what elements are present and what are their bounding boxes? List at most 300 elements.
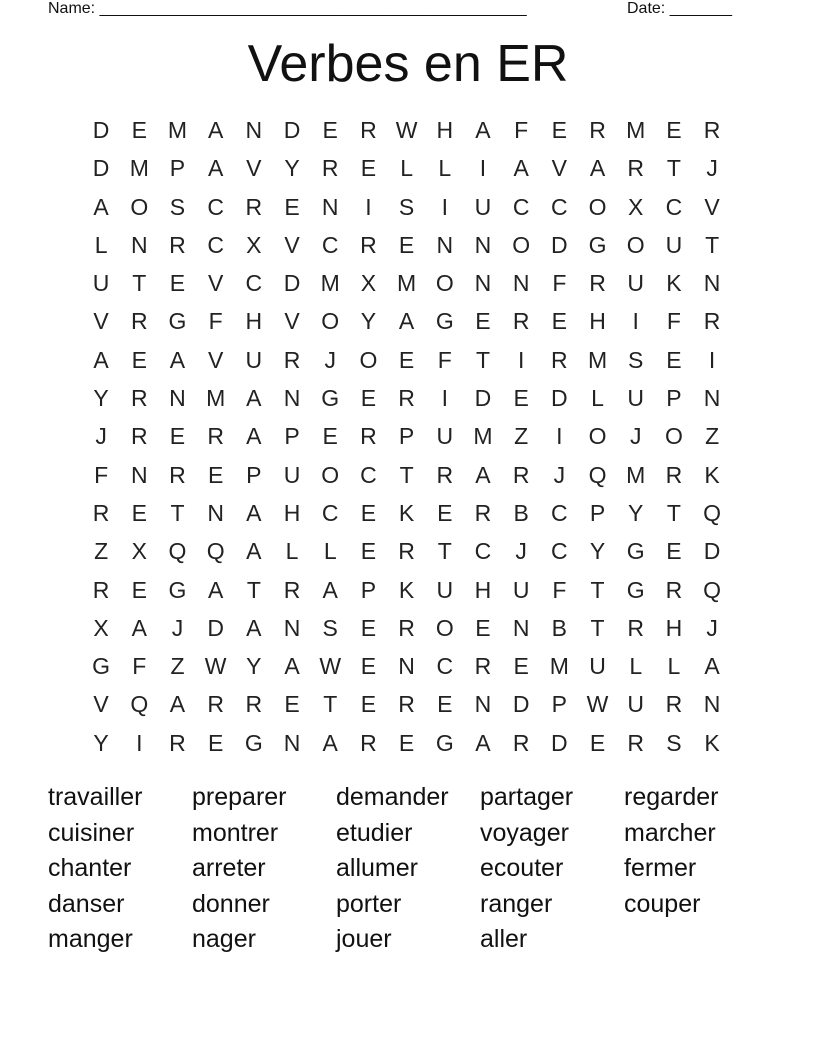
grid-cell[interactable]: O [664, 423, 683, 450]
grid-cell[interactable]: E [131, 499, 147, 526]
grid-cell[interactable]: P [169, 155, 186, 182]
grid-cell[interactable]: E [207, 461, 224, 488]
grid-cell[interactable]: T [475, 346, 490, 373]
grid-cell[interactable]: R [283, 346, 301, 373]
grid-cell[interactable]: S [169, 193, 186, 220]
grid-cell[interactable]: L [629, 653, 643, 680]
grid-cell[interactable]: Y [628, 499, 644, 526]
grid-cell[interactable]: N [169, 385, 186, 412]
grid-cell[interactable]: X [93, 614, 109, 641]
grid-cell[interactable]: S [398, 193, 415, 220]
grid-cell[interactable]: V [704, 193, 720, 220]
grid-cell[interactable]: T [399, 461, 414, 488]
grid-cell[interactable]: L [400, 155, 413, 182]
grid-cell[interactable]: C [207, 193, 224, 220]
grid-cell[interactable]: K [398, 499, 415, 526]
grid-cell[interactable]: A [589, 155, 606, 182]
grid-cell[interactable]: D [207, 614, 224, 641]
grid-cell[interactable]: W [319, 653, 342, 680]
grid-cell[interactable]: Q [703, 576, 722, 603]
grid-cell[interactable]: E [398, 346, 415, 373]
grid-cell[interactable]: U [589, 653, 606, 680]
grid-cell[interactable]: A [246, 499, 262, 526]
grid-cell[interactable]: G [588, 231, 607, 258]
grid-cell[interactable]: E [169, 270, 186, 297]
grid-cell[interactable]: J [553, 461, 566, 488]
grid-cell[interactable]: T [705, 231, 720, 258]
grid-cell[interactable]: E [131, 346, 147, 373]
grid-cell[interactable]: E [475, 308, 491, 335]
grid-cell[interactable]: A [169, 691, 186, 718]
grid-cell[interactable]: M [626, 117, 646, 143]
grid-cell[interactable]: H [474, 576, 492, 603]
grid-cell[interactable]: W [204, 653, 227, 680]
grid-cell[interactable]: R [512, 729, 530, 756]
grid-cell[interactable]: A [207, 155, 224, 182]
grid-cell[interactable]: Y [246, 653, 262, 680]
grid-cell[interactable]: S [666, 729, 682, 756]
grid-cell[interactable]: A [131, 614, 147, 641]
grid-cell[interactable]: R [321, 155, 339, 182]
grid-cell[interactable]: R [436, 461, 454, 488]
grid-cell[interactable]: U [627, 691, 645, 718]
grid-cell[interactable]: E [360, 499, 377, 526]
grid-cell[interactable]: N [703, 270, 721, 297]
grid-cell[interactable]: C [321, 231, 339, 258]
grid-cell[interactable]: A [246, 385, 262, 412]
grid-cell[interactable]: E [475, 614, 491, 641]
grid-cell[interactable]: N [436, 231, 454, 258]
grid-cell[interactable]: A [246, 614, 262, 641]
grid-cell[interactable]: R [703, 308, 721, 335]
grid-cell[interactable]: X [246, 231, 262, 258]
grid-cell[interactable]: Y [589, 538, 606, 565]
word-list-item: nager [192, 925, 256, 954]
grid-cell[interactable]: E [131, 576, 147, 603]
grid-cell[interactable]: N [512, 270, 530, 297]
grid-cell[interactable]: I [556, 423, 563, 450]
grid-cell[interactable]: O [588, 193, 607, 220]
grid-cell[interactable]: D [703, 538, 721, 565]
grid-cell[interactable]: G [626, 576, 645, 603]
grid-cell[interactable]: G [168, 308, 187, 335]
grid-cell[interactable]: E [360, 614, 377, 641]
grid-cell[interactable]: U [92, 270, 110, 297]
grid-cell[interactable]: E [551, 117, 568, 143]
word-list-item: fermer [624, 854, 697, 883]
grid-cell[interactable]: N [130, 231, 148, 258]
grid-cell[interactable]: R [665, 576, 683, 603]
grid-cell[interactable]: E [284, 193, 300, 220]
grid-cell[interactable]: V [284, 231, 300, 258]
grid-cell[interactable]: R [169, 231, 186, 258]
grid-cell[interactable]: R [627, 729, 645, 756]
grid-cell[interactable]: D [512, 691, 530, 718]
grid-cell[interactable]: G [626, 538, 645, 565]
grid-cell[interactable]: E [437, 691, 453, 718]
grid-cell[interactable]: E [360, 538, 377, 565]
grid-cell[interactable]: N [474, 691, 492, 718]
letter-grid [82, 111, 731, 762]
grid-cell[interactable]: A [207, 576, 224, 603]
grid-cell[interactable]: P [551, 691, 568, 718]
grid-cell[interactable]: U [627, 385, 645, 412]
grid-cell[interactable]: I [136, 729, 143, 756]
grid-cell[interactable]: Y [93, 385, 109, 412]
grid-cell[interactable]: R [474, 499, 492, 526]
grid-cell[interactable]: P [284, 423, 300, 450]
grid-cell[interactable]: N [703, 385, 721, 412]
grid-cell[interactable]: T [437, 538, 452, 565]
grid-cell[interactable]: L [94, 231, 108, 258]
grid-cell[interactable]: R [665, 691, 683, 718]
grid-cell[interactable]: O [626, 231, 645, 258]
grid-cell[interactable]: J [629, 423, 642, 450]
grid-cell[interactable]: A [704, 653, 720, 680]
grid-cell[interactable]: M [549, 653, 569, 680]
grid-cell[interactable]: N [512, 614, 530, 641]
grid-cell[interactable]: B [551, 614, 568, 641]
grid-cell[interactable]: V [246, 155, 262, 182]
grid-cell[interactable]: T [132, 270, 147, 297]
grid-cell[interactable]: C [360, 461, 377, 488]
grid-cell[interactable]: J [95, 423, 107, 450]
grid-cell[interactable]: Z [170, 653, 185, 680]
grid-cell[interactable]: Q [130, 691, 149, 718]
grid-cell[interactable]: H [283, 499, 301, 526]
grid-cell[interactable]: I [441, 193, 448, 220]
grid-cell[interactable]: E [513, 385, 529, 412]
grid-cell[interactable]: M [473, 423, 493, 450]
grid-cell[interactable]: M [167, 117, 188, 143]
grid-cell[interactable]: W [586, 691, 609, 718]
grid-cell[interactable]: R [130, 423, 148, 450]
grid-cell[interactable]: D [283, 117, 301, 143]
grid-cell[interactable]: F [514, 117, 529, 143]
grid-cell[interactable]: D [551, 231, 568, 258]
grid-cell[interactable]: L [285, 538, 299, 565]
grid-cell[interactable]: K [704, 461, 720, 488]
grid-cell[interactable]: V [284, 308, 300, 335]
grid-cell[interactable]: R [398, 385, 415, 412]
grid-cell[interactable]: A [169, 346, 186, 373]
grid-cell[interactable]: R [130, 385, 148, 412]
grid-cell[interactable]: O [359, 346, 378, 373]
grid-cell[interactable]: A [322, 576, 338, 603]
grid-cell[interactable]: O [130, 193, 149, 220]
grid-cell[interactable]: R [169, 729, 186, 756]
grid-cell[interactable]: P [666, 385, 682, 412]
grid-cell[interactable]: A [246, 538, 262, 565]
grid-cell[interactable]: S [322, 614, 338, 641]
grid-cell[interactable]: R [169, 461, 186, 488]
grid-cell[interactable]: P [589, 499, 606, 526]
grid-cell[interactable]: R [207, 691, 224, 718]
grid-cell[interactable]: Y [360, 308, 377, 335]
grid-cell[interactable]: R [360, 117, 377, 143]
grid-cell[interactable]: K [666, 270, 682, 297]
grid-cell[interactable]: Z [705, 423, 720, 450]
grid-cell[interactable]: V [93, 308, 109, 335]
grid-cell[interactable]: I [365, 193, 372, 220]
grid-cell[interactable]: A [475, 729, 491, 756]
grid-cell[interactable]: T [323, 691, 338, 718]
grid-cell[interactable]: N [474, 231, 492, 258]
grid-cell[interactable]: I [517, 346, 525, 373]
grid-cell[interactable]: E [360, 691, 377, 718]
grid-cell[interactable]: M [587, 346, 608, 373]
grid-cell[interactable]: T [666, 499, 681, 526]
grid-cell[interactable]: A [322, 729, 338, 756]
grid-cell[interactable]: H [665, 614, 683, 641]
grid-cell[interactable]: U [665, 231, 683, 258]
grid-cell[interactable]: G [435, 308, 454, 335]
grid-cell[interactable]: Q [703, 499, 722, 526]
grid-cell[interactable]: N [283, 614, 301, 641]
grid-cell[interactable]: M [397, 270, 417, 297]
grid-cell[interactable]: E [666, 538, 682, 565]
grid-cell[interactable]: O [435, 614, 454, 641]
word-list-item: allumer [336, 854, 418, 883]
grid-cell[interactable]: A [284, 653, 300, 680]
grid-cell[interactable]: D [92, 155, 110, 182]
grid-cell[interactable]: E [360, 155, 377, 182]
grid-cell[interactable]: F [666, 308, 681, 335]
grid-cell[interactable]: L [591, 385, 604, 412]
grid-cell[interactable]: E [284, 691, 300, 718]
grid-cell[interactable]: K [398, 576, 415, 603]
grid-cell[interactable]: J [706, 614, 718, 641]
grid-cell[interactable]: Z [514, 423, 529, 450]
grid-cell[interactable]: E [589, 729, 606, 756]
grid-cell[interactable]: Y [284, 155, 300, 182]
word-list-item: partager [480, 783, 574, 811]
grid-cell[interactable]: A [93, 193, 109, 220]
grid-cell[interactable]: E [437, 499, 453, 526]
grid-cell[interactable]: R [627, 614, 645, 641]
grid-cell[interactable]: D [551, 385, 568, 412]
grid-cell[interactable]: C [245, 270, 263, 297]
grid-cell[interactable]: N [245, 117, 263, 143]
word-list-item: ecouter [480, 854, 564, 883]
grid-cell[interactable]: R [398, 538, 415, 565]
grid-cell[interactable]: E [322, 117, 338, 143]
grid-cell[interactable]: R [589, 270, 606, 297]
grid-cell[interactable]: G [435, 729, 454, 756]
grid-cell[interactable]: R [474, 653, 492, 680]
grid-cell[interactable]: R [360, 729, 377, 756]
grid-cell[interactable]: R [398, 691, 415, 718]
grid-cell[interactable]: U [627, 270, 645, 297]
grid-cell[interactable]: E [398, 231, 415, 258]
grid-cell[interactable]: G [168, 576, 187, 603]
grid-cell[interactable]: R [627, 155, 645, 182]
grid-cell[interactable]: F [132, 653, 147, 680]
grid-cell[interactable]: L [323, 538, 337, 565]
grid-cell[interactable]: N [703, 691, 721, 718]
grid-cell[interactable]: P [246, 461, 262, 488]
grid-cell[interactable]: P [398, 423, 415, 450]
grid-cell[interactable]: T [590, 614, 605, 641]
grid-cell[interactable]: Y [93, 729, 109, 756]
grid-cell[interactable]: B [513, 499, 529, 526]
grid-cell[interactable]: I [479, 155, 487, 182]
grid-cell[interactable]: F [208, 308, 223, 335]
grid-cell[interactable]: E [513, 653, 529, 680]
grid-cell[interactable]: N [207, 499, 224, 526]
grid-cell[interactable]: R [398, 614, 415, 641]
grid-cell[interactable]: R [360, 423, 377, 450]
grid-cell[interactable]: C [321, 499, 339, 526]
grid-cell[interactable]: F [552, 270, 567, 297]
grid-cell[interactable]: R [92, 576, 110, 603]
grid-cell[interactable]: M [129, 155, 149, 182]
grid-cell[interactable]: R [245, 193, 263, 220]
grid-cell[interactable]: N [283, 729, 301, 756]
grid-cell[interactable]: R [360, 231, 377, 258]
grid-cell[interactable]: H [436, 117, 454, 143]
grid-cell[interactable]: U [283, 461, 301, 488]
grid-cell[interactable]: M [626, 461, 646, 488]
grid-cell[interactable]: F [552, 576, 567, 603]
grid-cell[interactable]: M [206, 385, 226, 412]
grid-cell[interactable]: R [551, 346, 568, 373]
grid-cell[interactable]: C [551, 193, 568, 220]
grid-cell[interactable]: U [512, 576, 530, 603]
grid-cell[interactable]: L [438, 155, 452, 182]
grid-cell[interactable]: N [321, 193, 339, 220]
grid-cell[interactable]: I [708, 346, 716, 373]
grid-cell[interactable]: F [437, 346, 452, 373]
grid-cell[interactable]: N [130, 461, 148, 488]
grid-cell[interactable]: E [360, 653, 377, 680]
grid-cell[interactable]: R [512, 461, 530, 488]
grid-cell[interactable]: C [512, 193, 530, 220]
grid-cell[interactable]: Z [94, 538, 109, 565]
grid-cell[interactable]: C [436, 653, 454, 680]
grid-cell[interactable]: I [441, 385, 448, 412]
grid-cell[interactable]: A [93, 346, 109, 373]
grid-cell[interactable]: D [283, 270, 301, 297]
grid-cell[interactable]: J [171, 614, 184, 641]
word-list-item: demander [336, 783, 449, 811]
grid-cell[interactable]: E [398, 729, 415, 756]
grid-cell[interactable]: V [93, 691, 109, 718]
grid-cell[interactable]: E [207, 729, 224, 756]
word-list-item: etudier [336, 818, 413, 847]
grid-cell[interactable]: D [551, 729, 568, 756]
grid-cell[interactable]: R [703, 117, 721, 143]
grid-cell[interactable]: T [246, 576, 261, 603]
grid-cell[interactable]: G [92, 653, 111, 680]
grid-cell[interactable]: E [169, 423, 186, 450]
grid-cell[interactable]: A [246, 423, 262, 450]
grid-cell[interactable]: D [92, 117, 110, 143]
grid-cell[interactable]: H [589, 308, 606, 335]
grid-cell[interactable]: R [512, 308, 530, 335]
grid-cell[interactable]: H [245, 308, 263, 335]
grid-cell[interactable]: G [244, 729, 263, 756]
grid-cell[interactable]: T [590, 576, 605, 603]
grid-cell[interactable]: J [515, 538, 527, 565]
grid-cell[interactable]: L [667, 653, 681, 680]
grid-cell[interactable]: R [207, 423, 224, 450]
grid-cell[interactable]: R [130, 308, 148, 335]
grid-cell[interactable]: R [92, 499, 110, 526]
grid-cell[interactable]: O [321, 308, 340, 335]
grid-cell[interactable]: A [207, 117, 224, 143]
grid-cell[interactable]: R [589, 117, 606, 143]
grid-cell[interactable]: N [398, 653, 415, 680]
grid-cell[interactable]: A [513, 155, 529, 182]
grid-cell[interactable]: O [321, 461, 340, 488]
grid-cell[interactable]: E [360, 385, 377, 412]
grid-cell[interactable]: C [665, 193, 683, 220]
grid-cell[interactable]: U [474, 193, 492, 220]
grid-cell[interactable]: U [245, 346, 263, 373]
grid-cell[interactable]: X [628, 193, 644, 220]
grid-cell[interactable]: J [706, 155, 718, 182]
grid-cell[interactable]: R [283, 576, 301, 603]
grid-cell[interactable]: N [474, 270, 492, 297]
grid-cell[interactable]: E [666, 346, 682, 373]
grid-cell[interactable]: R [665, 461, 683, 488]
grid-cell[interactable]: D [474, 385, 492, 412]
grid-cell[interactable]: E [551, 308, 568, 335]
grid-cell[interactable]: V [207, 270, 224, 297]
grid-cell[interactable]: E [322, 423, 338, 450]
grid-cell[interactable]: O [435, 270, 454, 297]
grid-cell[interactable]: F [94, 461, 109, 488]
grid-cell[interactable]: U [436, 576, 454, 603]
grid-cell[interactable]: C [474, 538, 492, 565]
grid-cell[interactable]: T [666, 155, 681, 182]
grid-cell[interactable]: C [207, 231, 224, 258]
grid-cell[interactable]: C [551, 499, 568, 526]
grid-cell[interactable]: A [475, 117, 491, 143]
grid-cell[interactable]: K [704, 729, 720, 756]
grid-cell[interactable]: Q [168, 538, 187, 565]
grid-cell[interactable]: E [131, 117, 147, 143]
grid-cell[interactable]: V [207, 346, 224, 373]
grid-cell[interactable]: P [360, 576, 377, 603]
grid-cell[interactable]: E [666, 117, 682, 143]
grid-cell[interactable]: A [398, 308, 415, 335]
grid-cell[interactable]: N [283, 385, 301, 412]
grid-cell[interactable]: U [436, 423, 454, 450]
word-list-item: jouer [336, 925, 392, 954]
grid-cell[interactable]: X [131, 538, 147, 565]
grid-cell[interactable]: T [170, 499, 185, 526]
grid-cell[interactable]: W [395, 117, 418, 143]
grid-cell[interactable]: J [324, 346, 336, 373]
grid-cell[interactable]: S [628, 346, 644, 373]
grid-cell[interactable]: R [245, 691, 263, 718]
grid-cell[interactable]: I [632, 308, 639, 335]
grid-cell[interactable]: V [551, 155, 568, 182]
grid-cell[interactable]: X [360, 270, 377, 297]
grid-cell[interactable]: O [588, 423, 607, 450]
grid-cell[interactable]: O [512, 231, 531, 258]
page-title: Verbes en ER [247, 35, 569, 93]
grid-cell[interactable]: Q [588, 461, 607, 488]
grid-cell[interactable]: M [320, 270, 340, 297]
word-list-item: porter [336, 889, 402, 918]
grid-cell[interactable]: A [475, 461, 491, 488]
grid-cell[interactable]: Q [206, 538, 225, 565]
grid-cell[interactable]: G [321, 385, 340, 412]
grid-cell[interactable]: C [551, 538, 568, 565]
